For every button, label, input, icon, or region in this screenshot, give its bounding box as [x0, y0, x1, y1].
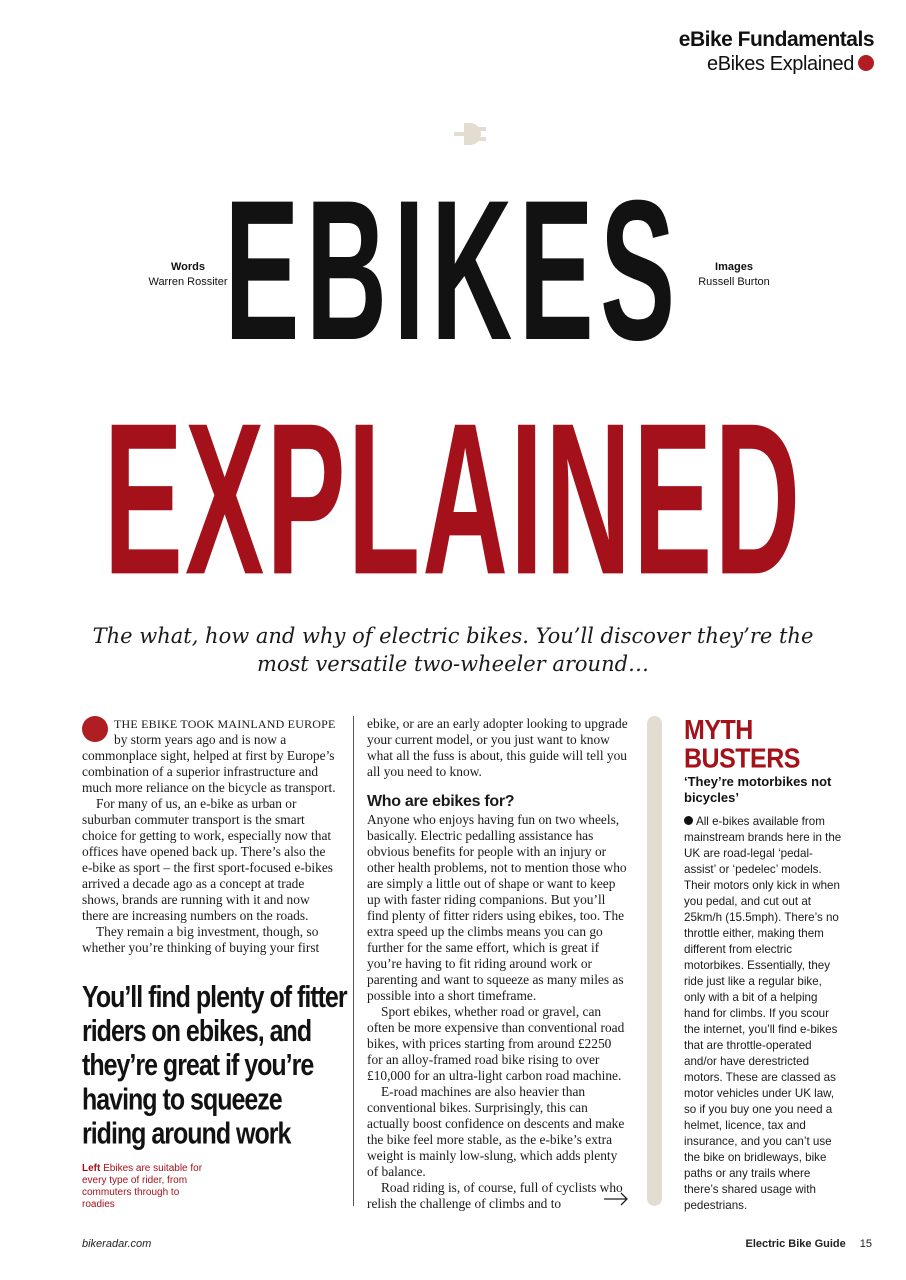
myth-headline: ‘They’re motorbikes not bicycles’: [684, 774, 832, 805]
myth-title-line-1: MYTH: [684, 714, 753, 746]
body-paragraph: E-road machines are also heavier than conventional bikes. Surprisingly, this can actually boost confidence on descents and make the bike feel more stable, as the e-bike’s extra weight is mainly low-slung, which adds plenty of balance.: [367, 1084, 625, 1179]
myth-busters-title: [684, 716, 844, 773]
lead-caps: THE EBIKE TOOK MAINLAND EUROPE: [114, 717, 336, 731]
standfirst-line-1: The what, how and why of electric bikes. You’ll discover they’re the: [92, 624, 814, 648]
body-column-1: [82, 716, 336, 956]
credit-images-label: Images: [715, 261, 753, 273]
section-title: eBike Fundamentals: [678, 28, 874, 51]
black-bullet-icon: [684, 816, 693, 825]
page-number: 15: [859, 1238, 872, 1250]
image-caption: [82, 1163, 212, 1211]
pull-quote: You’ll find plenty of fitter riders on ebikes, and they’re great if you’re having to squeeze riding around work: [82, 980, 347, 1151]
caption-label: Left: [82, 1163, 101, 1174]
credit-images-name: Russell Burton: [698, 276, 770, 288]
sidebar-rail: [647, 716, 662, 1206]
footer-publication: Electric Bike Guide: [745, 1238, 846, 1250]
credit-words-name: Warren Rossiter: [148, 276, 228, 288]
lead-paragraph: [82, 716, 336, 796]
arrow-right-icon: [603, 1192, 629, 1206]
red-dot-icon: [858, 55, 874, 71]
footer-website: bikeradar.com: [82, 1238, 152, 1250]
subheading: Who are ebikes for?: [367, 793, 515, 810]
footer-folio: [745, 1238, 872, 1250]
body-paragraph: Anyone who enjoys having fun on two wheels, basically. Electric pedalling assistance has obvious benefits for people with an injury or other health problems, not to mention those who are simply a little out of shape or want to keep up with faster riding companions. But you’ll find plenty of fitter riders using ebikes, too. The extra speed up the climbs means you can go further for the same effort, which is great if you’re having to fit riding around work or parenting and want to squeeze as many miles as possible into a short timeframe.: [367, 812, 627, 1003]
column-divider: [353, 716, 354, 1206]
standfirst: [60, 622, 846, 678]
myth-body: [684, 814, 844, 1214]
body-paragraph: Sport ebikes, whether road or gravel, can often be more expensive than conventional road bikes, with prices starting from around £2250 for an alloy-framed road bike rising to over £10,000 for an ultra-light carbon road machine.: [367, 1004, 625, 1083]
caption-text: Ebikes are suitable for every type of rider, from commuters through to roadies: [82, 1163, 203, 1210]
myth-body-text: All e-bikes available from mainstream brands here in the UK are road-legal ‘pedal-assist’ or ‘pedelec’ models. Their motors only kick in when you pedal, and cut out at 25km/h (15.5mph). There’s no throttle either, making them different from electric motorbikes. Essentially, they ride just like a regular bike, only with a bit of a helping hand for climbs. If you scour the internet, you’ll find e-bikes that are throttle-operated and/or have derestricted motors. These are classed as motor vehicles under UK law, so if you buy one you need a helmet, licence, tax and insurance, and you can’t use the bike on bridleways, bike paths or any trails where there’s shared usage with pedestrians.: [684, 815, 842, 1212]
red-bullet-icon: [82, 716, 108, 742]
body-paragraph: ebike, or are an early adopter looking to upgrade your current model, or you just want to know what all the fuss is about, this guide will tell you all you need to know.: [367, 716, 628, 779]
subsection-title: [679, 52, 874, 76]
subsection-label: eBikes Explained: [706, 53, 854, 75]
headline-line-2: EXPLAINED: [103, 378, 803, 620]
plug-icon: [452, 119, 486, 149]
body-column-2: [367, 716, 629, 1212]
body-paragraph: They remain a big investment, though, so whether you’re thinking of buying your first: [82, 924, 320, 955]
myth-busters-box: [684, 716, 844, 1214]
body-paragraph: Road riding is, of course, full of cyclists who relish the challenge of climbs and to: [367, 1180, 623, 1211]
myth-title-line-2: BUSTERS: [684, 743, 800, 775]
body-paragraph: For many of us, an e-bike as urban or suburban commuter transport is the smart choice for getting to work, especially now that offices have opened back up. There’s also the e-bike as sport – the first sport-focused e-bikes arrived a decade ago as a concept at trade shows, brands are running with it and now there are increasing numbers on the roads.: [82, 796, 334, 923]
lead-text: by storm years ago and is now a commonplace sight, helped at first by Europe’s combination of a superior infrastructure and much more reliance on the bicycle as transport.: [82, 732, 336, 795]
section-header: [679, 28, 874, 76]
credit-words-label: Words: [170, 261, 206, 273]
standfirst-line-2: most versatile two-wheeler around…: [256, 652, 650, 676]
headline-line-1: EBIKES: [224, 160, 682, 384]
